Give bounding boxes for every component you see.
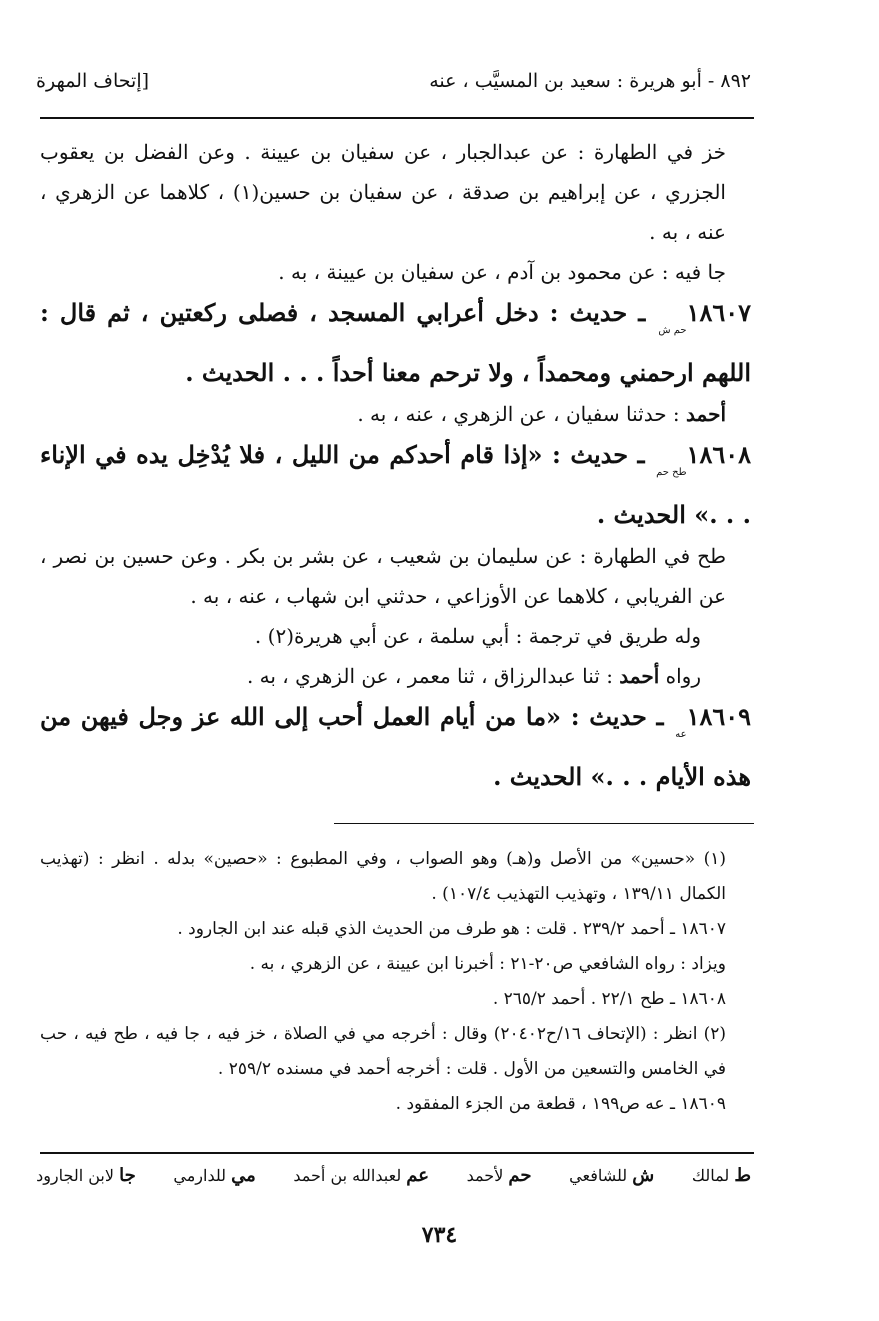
key-text: لمالك bbox=[691, 1166, 730, 1185]
paragraph bbox=[40, 394, 751, 434]
key-code: عم bbox=[406, 1165, 430, 1186]
key-text: لأحمد bbox=[466, 1166, 504, 1185]
key-code: حم bbox=[508, 1165, 532, 1186]
paragraph-text: : حدثنا سفيان ، عن الزهري ، عنه ، به . bbox=[357, 402, 680, 426]
key-text: لعبدالله بن أحمد bbox=[293, 1166, 402, 1185]
footnote: ١٨٦٠٧ ـ أحمد ٢٣٩/٢ . قلت : هو طرف من الحديث الذي قبله عند ابن الجارود . bbox=[177, 919, 726, 939]
hadith-text: ـ حديث : «إذا قام أحدكم من الليل ، فلا يُدْخِل يده في الإناء . . .» الحديث . bbox=[40, 440, 751, 529]
footnote: ويزاد : رواه الشافعي ص٢٠-٢١ : أخبرنا ابن عيينة ، عن الزهري ، به . bbox=[249, 954, 726, 974]
key-entry bbox=[293, 1165, 429, 1186]
key-text: لابن الجارود bbox=[36, 1166, 115, 1185]
key-entry bbox=[692, 1165, 751, 1186]
hadith-number: ١٨٦٠٨ bbox=[686, 440, 751, 469]
hadith-number: ١٨٦٠٧ bbox=[686, 298, 752, 327]
key-entry bbox=[467, 1165, 532, 1186]
key-entry bbox=[36, 1165, 136, 1186]
key-text: للشافعي bbox=[569, 1166, 628, 1185]
running-title: ٨٩٢ - أبو هريرة : سعيد بن المسيَّب ، عنه bbox=[429, 70, 751, 92]
key-entry bbox=[173, 1165, 255, 1186]
source-sigla: حم ش bbox=[658, 325, 687, 336]
key-code: مي bbox=[231, 1165, 256, 1186]
footnote: (٢) انظر : (الإتحاف ١٦/ح٢٠٤٠٢) وقال : أخرجه مي في الصلاة ، خز فيه ، جا فيه ، طح فيه ، حب في الخامس والتسعين من الأول . قلت : أخرجه أحمد في مسنده ٢٥٩/٢ . bbox=[40, 1024, 726, 1079]
paragraph: وله طريق في ترجمة : أبي سلمة ، عن أبي هريرة(٢) . bbox=[254, 624, 701, 648]
hadith-heading bbox=[40, 292, 751, 394]
footnotes bbox=[40, 842, 751, 1122]
hadith-text: ـ حديث : «ما من أيام العمل أحب إلى الله عز وجل فيهن من هذه الأيام . . .» الحديث . bbox=[40, 702, 751, 791]
abbreviation-key bbox=[36, 1165, 751, 1186]
paragraph-text: : ثنا عبدالرزاق ، ثنا معمر ، عن الزهري ، به . bbox=[246, 664, 613, 688]
footnote-rule bbox=[334, 823, 754, 824]
footnote: (١) «حسين» من الأصل و(هـ) وهو الصواب ، وفي المطبوع : «حصين» بدله . انظر : (تهذيب الكمال ١٣٩/١١ ، وتهذيب التهذيب ١٠٧/٤) . bbox=[40, 849, 726, 904]
key-code: ط bbox=[734, 1165, 751, 1186]
paragraph: جا فيه : عن محمود بن آدم ، عن سفيان بن عيينة ، به . bbox=[278, 260, 726, 284]
hadith-heading bbox=[40, 434, 751, 536]
source-name: أحمد bbox=[686, 402, 726, 426]
footnote: ١٨٦٠٨ ـ طح ٢٢/١ . أحمد ٢٦٥/٢ . bbox=[492, 989, 726, 1009]
header-rule bbox=[40, 117, 754, 119]
key-entry bbox=[569, 1165, 654, 1186]
key-code: جا bbox=[119, 1165, 136, 1186]
hadith-heading bbox=[40, 696, 751, 798]
hadith-text: ـ حديث : دخل أعرابي المسجد ، فصلى ركعتين ، ثم قال : اللهم ارحمني ومحمداً ، ولا ترحم معنا أحداً . . . الحديث . bbox=[40, 298, 751, 387]
paragraph bbox=[40, 656, 751, 696]
page-number: ٧٣٤ bbox=[421, 1222, 458, 1248]
footer-rule bbox=[40, 1152, 754, 1154]
main-text bbox=[40, 132, 751, 798]
source-name: أحمد bbox=[619, 664, 660, 688]
paragraph-prefix: رواه bbox=[665, 664, 701, 688]
key-text: للدارمي bbox=[173, 1166, 227, 1185]
paragraph: خز في الطهارة : عن عبدالجبار ، عن سفيان بن عيينة . وعن الفضل بن يعقوب الجزري ، عن إبراهيم بن صدقة ، عن سفيان بن حسين(١) ، كلاهما عن الزهري ، عنه ، به . bbox=[40, 140, 726, 244]
book-name: [إتحاف المهرة bbox=[36, 70, 150, 92]
key-code: ش bbox=[632, 1165, 655, 1186]
footnote: ١٨٦٠٩ ـ عه ص١٩٩ ، قطعة من الجزء المفقود . bbox=[395, 1094, 726, 1114]
source-sigla: طح حم bbox=[656, 467, 687, 478]
source-sigla: عه bbox=[675, 729, 687, 740]
hadith-number: ١٨٦٠٩ bbox=[686, 702, 752, 731]
paragraph: طح في الطهارة : عن سليمان بن شعيب ، عن بشر بن بكر . وعن حسين بن نصر ، عن الفريابي ، كلاهما عن الأوزاعي ، حدثني ابن شهاب ، عنه ، به . bbox=[40, 544, 726, 608]
